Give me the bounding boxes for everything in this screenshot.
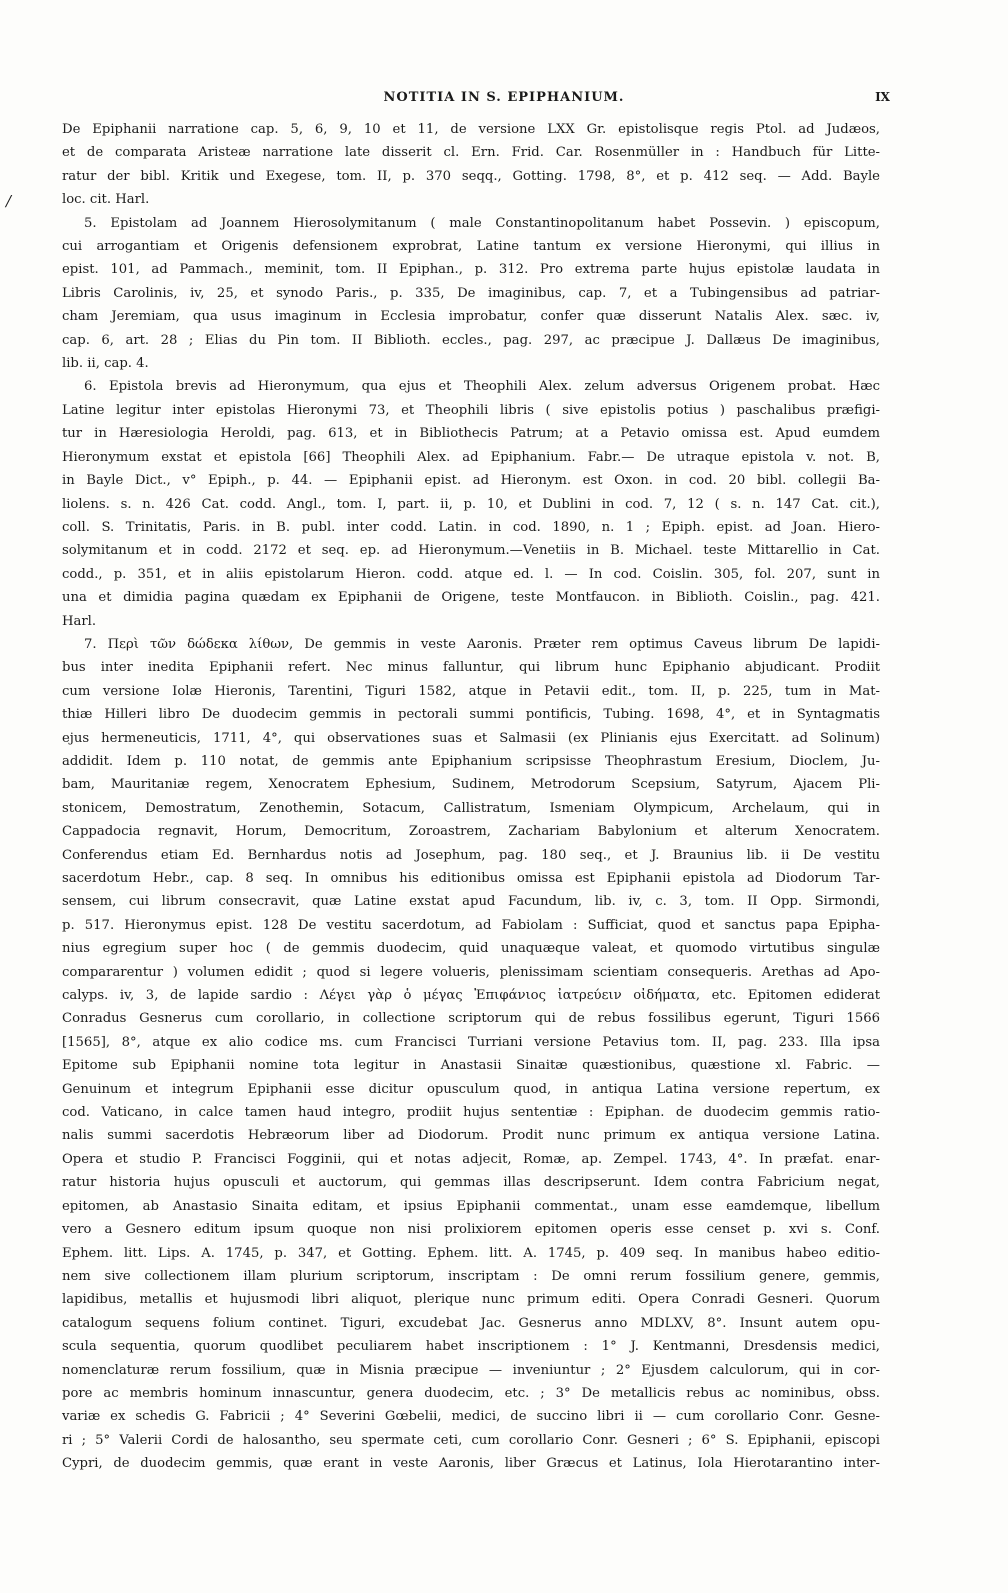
text-line: lapidibus, metallis et hujusmodi libri aliquot, plerique nunc primum editi. Opera Conradi Gesneri. Quorum (62, 1292, 880, 1308)
text-line: in Bayle Dict., v° Epiph., p. 44. — Epiphanii epist. ad Hieronym. est Oxon. in cod. 20 bibl. collegii Ba- (62, 473, 880, 489)
text-line: et de comparata Aristeæ narratione late disserit cl. Ern. Frid. Car. Rosenmüller in : Handbuch für Litte- (62, 145, 880, 161)
text-line: Epitome sub Epiphanii nomine tota legitur in Anastasii Sinaitæ quæstionibus, quæstione xl. Fabric. — (62, 1058, 880, 1074)
text-line: sensem, cui librum consecravit, quæ Latine exstat apud Facundum, lib. iv, c. 3, tom. II Opp. Sirmondi, (62, 894, 880, 910)
text-line: una et dimidia pagina quædam ex Epiphanii de Origene, teste Montfaucon. in Biblioth. Coislin., pag. 421. (62, 590, 880, 606)
text-line: lib. ii, cap. 4. (62, 356, 149, 372)
text-line: catalogum sequens folium continet. Tiguri, excudebat Jac. Gesnerus anno MDLXV, 8°. Insunt autem opu- (62, 1315, 880, 1331)
text-line: stonicem, Demostratum, Zenothemin, Sotacum, Callistratum, Ismeniam Olympicum, Archelaum, qui in (62, 800, 880, 816)
text-line: Latine legitur inter epistolas Hieronymi 73, et Theophili libris ( sive epistolis potius ) paschalibus præfigi- (62, 402, 880, 418)
text-line: ratur der bibl. Kritik und Exegese, tom. II, p. 370 seqq., Gotting. 1798, 8°, et p. 412 seq. — Add. Bayle (62, 168, 880, 184)
text-line: nomenclaturæ rerum fossilium, quæ in Misnia præcipue — inveniuntur ; 2° Ejusdem calculorum, qui in cor- (62, 1362, 880, 1378)
text-line: liolens. s. n. 426 Cat. codd. Angl., tom. I, part. ii, p. 10, et Dublini in cod. 7, 12 ( s. n. 147 Cat. cit.), (62, 496, 880, 512)
text-line: compararentur ) volumen edidit ; quod si legere volueris, plenissimam scientiam consequeris. Arethas ad Apo- (62, 964, 880, 980)
text-line: 6. Epistola brevis ad Hieronymum, qua ejus et Theophili Alex. zelum adversus Origenem probat. Hæc (84, 379, 880, 395)
text-line: Cappadocia regnavit, Horum, Democritum, Zoroastrem, Zachariam Babylonium et alterum Xenocratem. (62, 824, 880, 840)
text-line: cap. 6, art. 28 ; Elias du Pin tom. II Biblioth. eccles., pag. 297, ac præcipue J. Dallæus De imaginibus, (62, 332, 880, 348)
text-line: pore ac membris hominum innascuntur, genera duodecim, etc. ; 3° De metallicis rebus ac nominibus, obss. (62, 1385, 880, 1401)
text-line: Hieronymum exstat et epistola [66] Theophili Alex. ad Epiphanium. Fabr.— De utraque epistola v. not. B, (62, 449, 880, 465)
page-number: IX (875, 90, 890, 104)
text-line: sacerdotum Hebr., cap. 8 seq. In omnibus his editionibus omissa est Epiphanii epistola ad Diodorum Tar- (62, 871, 880, 886)
margin-mark: / (6, 192, 12, 210)
running-header-title: NOTITIA IN S. EPIPHANIUM. (383, 90, 625, 105)
text-line: nius egregium super hoc ( de gemmis duodecim, quid unaquæque valeat, et quomodo virtutibus singulæ (62, 941, 880, 957)
text-line: tur in Hæresiologia Heroldi, pag. 613, et in Bibliothecis Patrum; at a Petavio omissa est. Apud eumdem (62, 426, 880, 442)
text-line: ejus hermeneuticis, 1711, 4°, qui observationes suas et Salmasii (ex Plinianis ejus Exercitatt. ad Solinum) (62, 730, 880, 746)
text-line: ratur historia hujus opusculi et auctorum, qui gemmas illas descripserunt. Idem contra Fabricium negat, (62, 1175, 880, 1191)
text-line: Cypri, de duodecim gemmis, quæ erant in veste Aaronis, liber Græcus et Latinus, Iola Hierotarantino inter- (62, 1456, 880, 1472)
text-line: Harl. (62, 613, 97, 629)
text-line: nem sive collectionem illam plurium scriptorum, inscriptam : De omni rerum fossilium genere, gemmis, (62, 1268, 880, 1284)
text-line: variæ ex schedis G. Fabricii ; 4° Severini Gœbelii, medici, de succino libri ii — cum corollario Conr. Gesne- (62, 1409, 880, 1425)
text-line: De Epiphanii narratione cap. 5, 6, 9, 10 et 11, de versione LXX Gr. epistolisque regis Ptol. ad Judæos, (62, 122, 880, 137)
text-line: ri ; 5° Valerii Cordi de halosantho, seu spermate ceti, cum corollario Conr. Gesneri ; 6° S. Epiphanii, episcopi (62, 1432, 880, 1448)
text-line: addidit. Idem p. 110 notat, de gemmis ante Epiphanium scripsisse Theophrastum Eresium, Dioclem, Ju- (62, 753, 880, 769)
text-line: calyps. iv, 3, de lapide sardio : Λέγει γὰρ ὁ μέγας Ἐπιφάνιος ἰατρεύειν οἰδήματα, etc. Epitomen ediderat (62, 988, 880, 1004)
text-line: cod. Vaticano, in calce tamen haud integro, prodiit hujus sententiæ : Epiphan. de duodecim gemmis ratio- (62, 1105, 880, 1121)
text-line: 7. Περὶ τῶν δώδεκα λίθων, De gemmis in veste Aaronis. Præter rem optimus Caveus librum De lapidi- (84, 636, 880, 652)
text-line: codd., p. 351, et in aliis epistolarum Hieron. codd. atque ed. l. — In cod. Coislin. 305, fol. 207, sunt in (62, 566, 880, 582)
text-line: solymitanum et in codd. 2172 et seq. ep. ad Hieronymum.—Venetiis in B. Michael. teste Mittarellio in Cat. (62, 543, 880, 559)
text-line: Conferendus etiam Ed. Bernhardus notis ad Josephum, pag. 180 seq., et J. Braunius lib. ii De vestitu (62, 847, 880, 863)
text-line: Libris Carolinis, iv, 25, et synodo Paris., p. 335, De imaginibus, cap. 7, et a Tubingensibus ad patriar- (62, 285, 880, 301)
text-line: bus inter inedita Epiphanii refert. Nec minus falluntur, qui librum hunc Epiphanio abjudicant. Prodiit (62, 660, 880, 676)
text-line: 5. Epistolam ad Joannem Hierosolymitanum ( male Constantinopolitanum habet Possevin. ) episcopum, (84, 215, 880, 231)
text-line: nalis summi sacerdotis Hebræorum liber ad Diodorum. Prodit nunc primum ex antiqua versione Latina. (62, 1128, 880, 1144)
text-line: loc. cit. Harl. (62, 192, 150, 208)
text-line: Opera et studio P. Francisci Fogginii, qui et notas adjecit, Romæ, ap. Zempel. 1743, 4°. In præfat. enar- (62, 1151, 880, 1167)
text-line: coll. S. Trinitatis, Paris. in B. publ. inter codd. Latin. in cod. 1890, n. 1 ; Epiph. epist. ad Joan. Hiero- (62, 519, 880, 535)
text-line: cum versione Iolæ Hieronis, Tarentini, Tiguri 1582, atque in Petavii edit., tom. II, p. 225, tum in Mat- (62, 683, 880, 699)
text-line: bam, Mauritaniæ regem, Xenocratem Ephesium, Sudinem, Metrodorum Scepsium, Satyrum, Ajacem Pli- (62, 777, 880, 793)
text-line: cham Jeremiam, qua usus imaginum in Ecclesia improbatur, confer quæ disserunt Natalis Alex. sæc. iv, (62, 309, 880, 325)
text-line: thiæ Hilleri libro De duodecim gemmis in pectorali summi pontificis, Tubing. 1698, 4°, et in Syntagmatis (62, 707, 880, 723)
text-line: scula sequentia, quorum quodlibet peculiarem habet inscriptionem : 1° J. Kentmanni, Dresdensis medici, (62, 1339, 880, 1355)
text-line: [1565], 8°, atque ex alio codice ms. cum Francisci Turriani versione Petavius tom. II, pag. 233. Illa ipsa (62, 1034, 880, 1050)
text-line: p. 517. Hieronymus epist. 128 De vestitu sacerdotum, ad Fabiolam : Sufficiat, quod et sanctus papa Epipha- (62, 917, 880, 933)
text-line: epitomen, ab Anastasio Sinaita editam, et ipsius Epiphanii commentat., unam esse eamdemque, libellum (62, 1198, 880, 1214)
text-line: Ephem. litt. Lips. A. 1745, p. 347, et Gotting. Ephem. litt. A. 1745, p. 409 seq. In manibus habeo editio- (62, 1245, 880, 1261)
text-line: Genuinum et integrum Epiphanii esse dicitur opusculum quod, in antiqua Latina versione repertum, ex (62, 1081, 880, 1097)
text-line: Conradus Gesnerus cum corollario, in collectione scriptorum qui de rebus fossilibus egerunt, Tiguri 1566 (62, 1011, 880, 1027)
text-line: vero a Gesnero editum ipsum quoque non nisi prolixiorem epitomen operis esse censet p. xvi s. Conf. (62, 1222, 880, 1238)
text-line: epist. 101, ad Pammach., meminit, tom. II Epiphan., p. 312. Pro extrema parte hujus epistolæ laudata in (62, 262, 880, 278)
body-text (62, 118, 880, 1476)
text-line: cui arrogantiam et Origenis defensionem exprobrat, Latine tantum ex versione Hieronymi, qui illius in (62, 239, 880, 255)
